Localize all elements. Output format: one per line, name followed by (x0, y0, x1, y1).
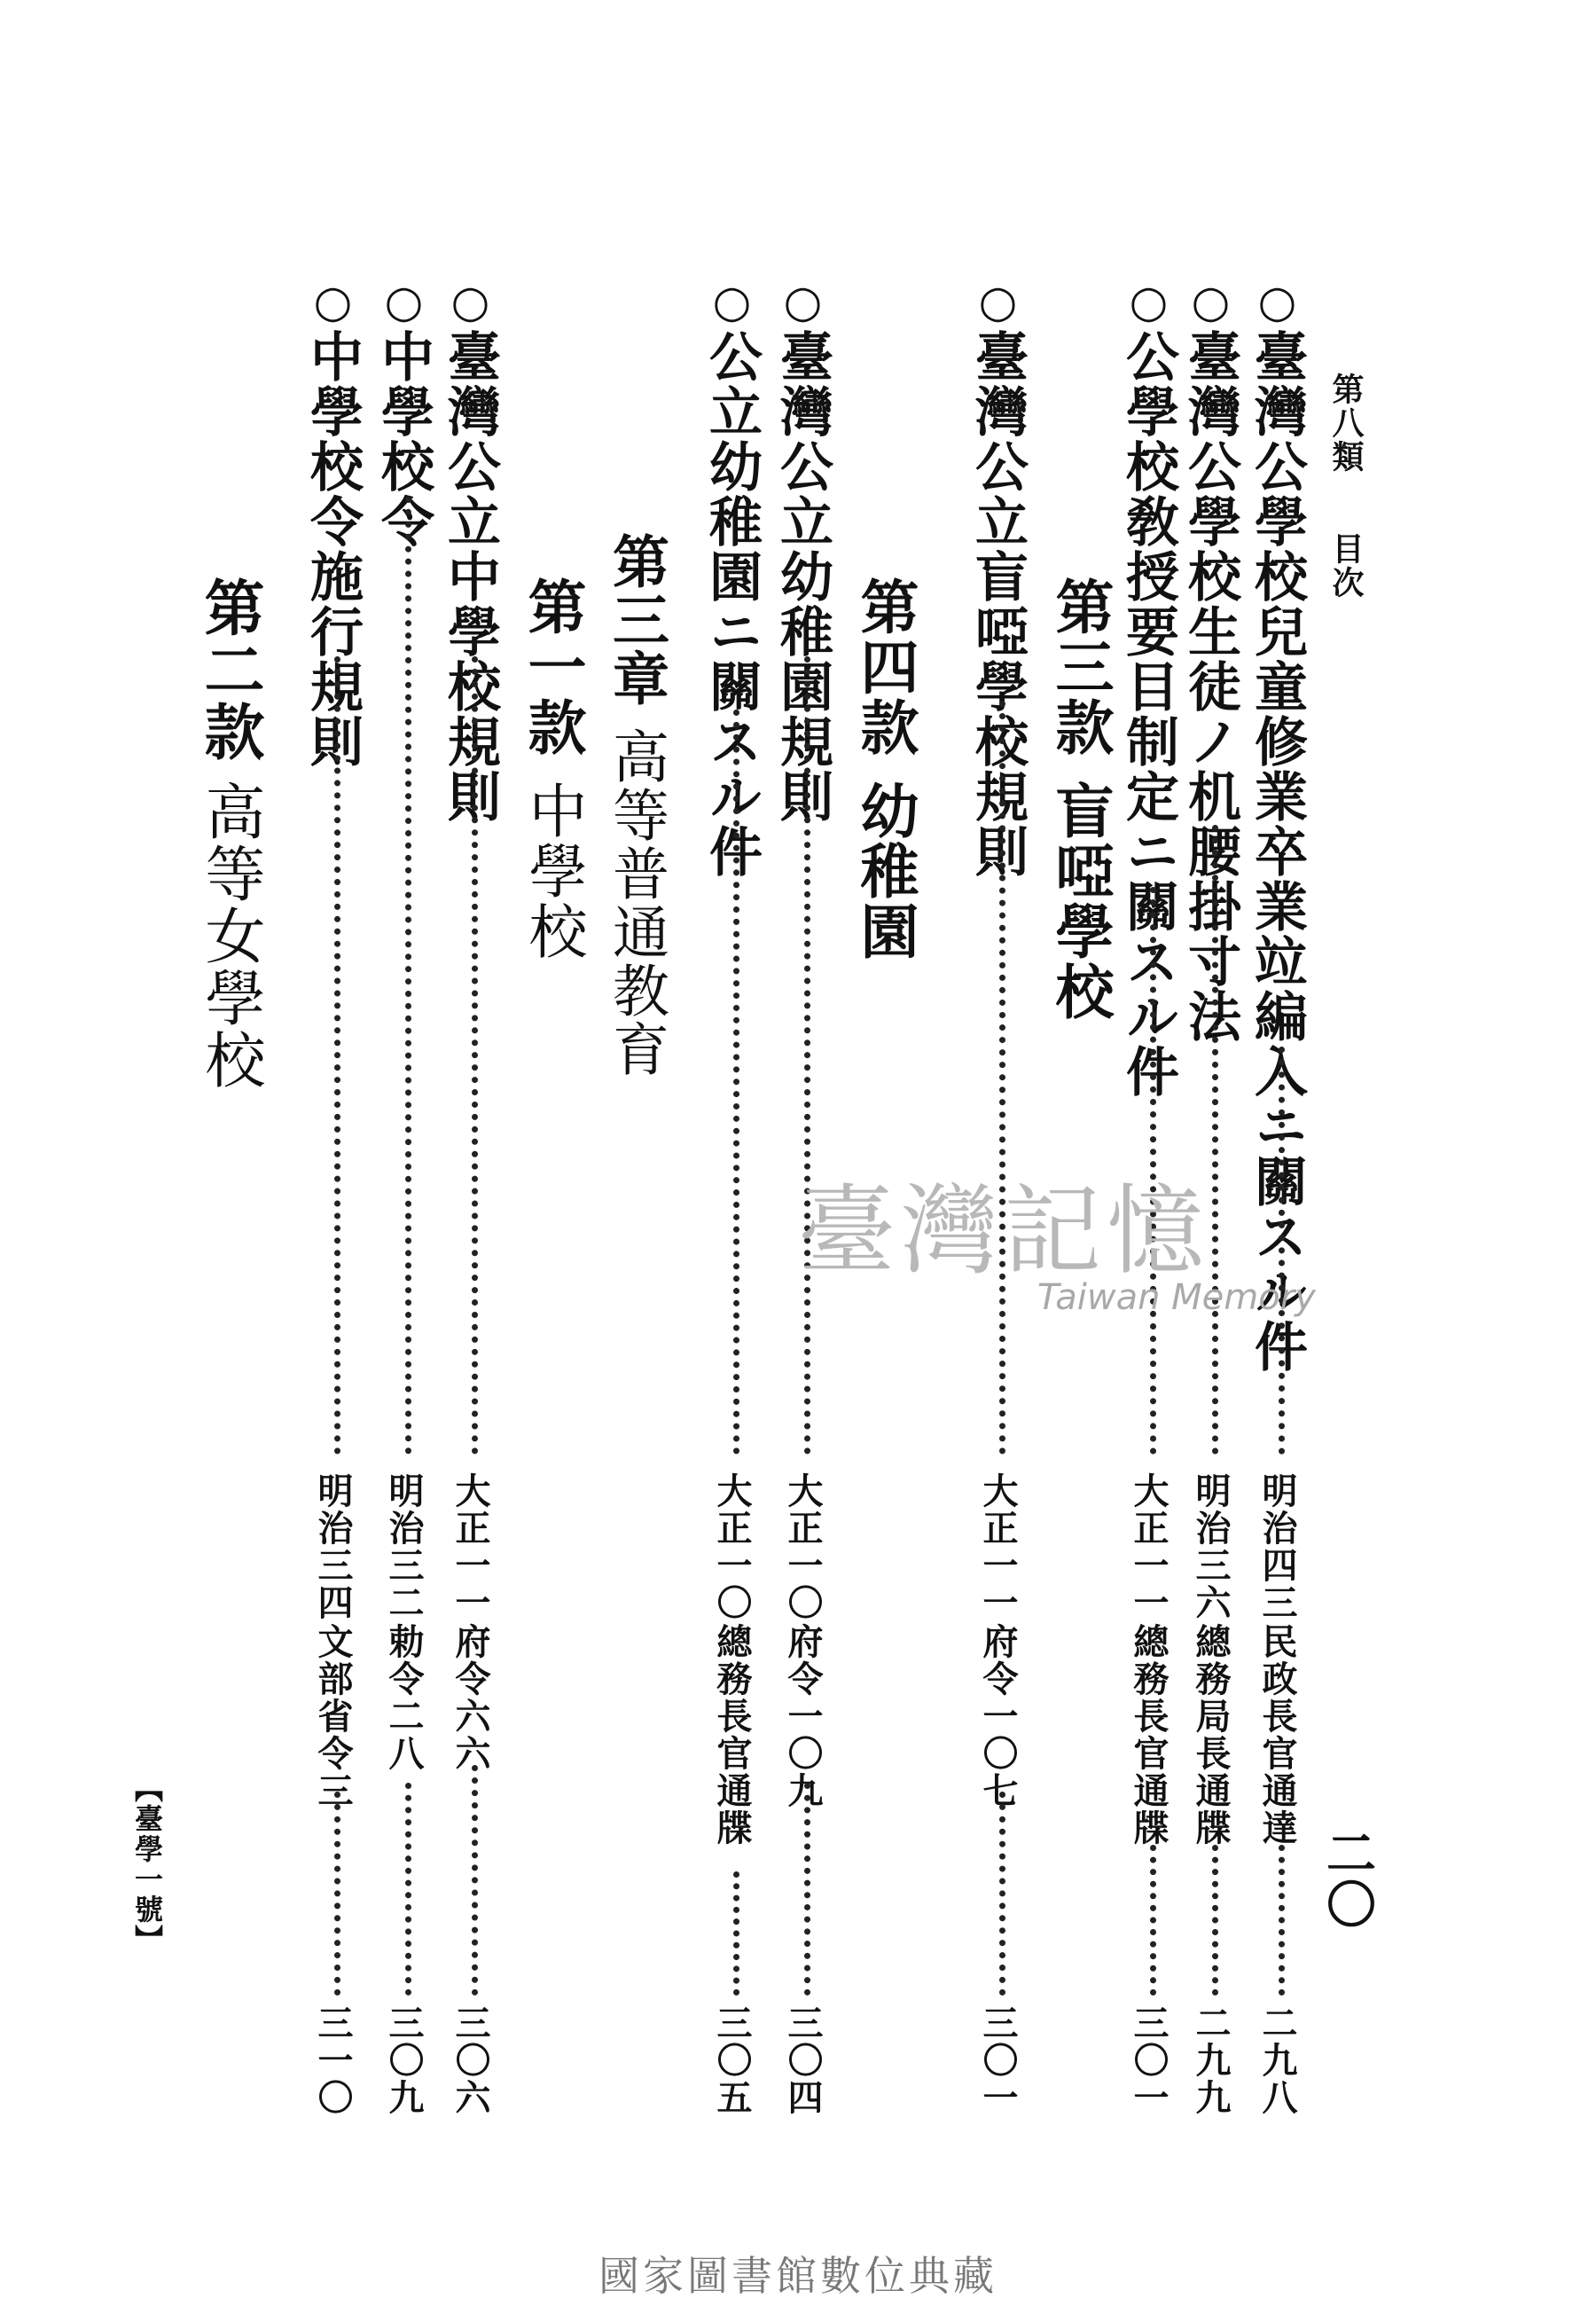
leader-dots (405, 497, 411, 1455)
entry-page: 三〇四 (782, 2004, 824, 2116)
section-label: 第八類 (1327, 373, 1365, 474)
leader-dots (733, 1871, 739, 1996)
leader-dots (334, 656, 340, 1455)
entry-era: 大正一一 (1128, 1472, 1170, 1621)
heading-name: 高等普通教育 (603, 727, 669, 1078)
entry-law: 總務長官通牒 (1128, 1623, 1170, 1847)
heading-number: 第四款 (850, 576, 919, 757)
bullet-icon: ○ (444, 275, 497, 329)
entry-title: ○臺灣公立中學校規則 (439, 275, 501, 824)
bullet-icon: ○ (777, 275, 829, 329)
entry-law: 總務局長通牒 (1190, 1623, 1232, 1847)
leader-dots (804, 1783, 810, 1996)
heading-number: 第三款 (1045, 576, 1115, 757)
leader-dots (1150, 1845, 1156, 1996)
entry-page: 三〇六 (450, 2004, 491, 2116)
entry-title: ○臺灣公學校生徒ノ机腰掛寸法 (1179, 275, 1241, 1044)
entry-page: 三〇五 (711, 2004, 753, 2116)
entry-title: ○臺灣公學校兒童修業卒業竝編入ニ關スル件 (1246, 275, 1308, 1374)
page-number: 二〇 (1318, 1827, 1377, 1930)
toc-label: 目次 (1327, 532, 1365, 600)
entry-law: 府令一〇七 (977, 1623, 1019, 1809)
bullet-icon: ○ (1123, 275, 1175, 329)
leader-dots (1279, 1845, 1285, 1996)
entry-era: 大正一〇 (782, 1472, 824, 1621)
entry-title: ○臺灣公立幼稚園規則 (771, 275, 833, 824)
watermark-logo: 臺灣記憶 (798, 1174, 1209, 1288)
bullet-icon: ○ (1185, 275, 1237, 329)
bullet-icon: ○ (972, 275, 1024, 329)
entry-law: 民政長官通達 (1256, 1623, 1298, 1847)
entry-title: ○中學校令施行規則 (301, 275, 364, 769)
entry-law: 勅令二八 (383, 1623, 425, 1772)
entry-page: 三一〇 (312, 2004, 354, 2116)
leader-dots (733, 710, 739, 1455)
leader-dots (472, 656, 478, 1455)
heading-name: 盲啞學校 (1045, 780, 1115, 1022)
entry-law: 府令一〇九 (782, 1623, 824, 1809)
entry-era: 大正一一 (450, 1472, 491, 1621)
entry-title: ○臺灣公立盲啞學校規則 (966, 275, 1029, 879)
bullet-icon: ○ (307, 275, 359, 329)
bullet-icon: ○ (706, 275, 758, 329)
entry-law: 總務長官通牒 (711, 1623, 753, 1847)
heading-name: 高等女學校 (195, 780, 265, 1091)
leader-dots (405, 1783, 411, 1996)
entry-page: 三〇一 (977, 2004, 1019, 2116)
heading-name: 幼稚園 (850, 780, 919, 961)
leader-dots (1212, 1845, 1218, 1996)
leader-dots (999, 1792, 1005, 1996)
entry-era: 大正一一 (977, 1472, 1019, 1621)
leader-dots (334, 1792, 340, 1996)
heading-number: 第二款 (194, 576, 265, 763)
entry-page: 二九九 (1190, 2004, 1232, 2116)
entry-law: 府令六六 (450, 1623, 491, 1772)
entry-era: 明治三四 (312, 1472, 354, 1621)
entry-era: 明治三二 (383, 1472, 425, 1621)
entry-page: 三〇九 (383, 2004, 425, 2116)
watermark-logo-en: Taiwan Memory (1037, 1277, 1316, 1318)
library-credit: 國家圖書館數位典藏 (598, 2252, 998, 2300)
leader-dots (472, 1765, 478, 1996)
footer-badge: 【臺學一號】 (130, 1774, 164, 1955)
entry-title: ○公立幼稚園ニ關スル件 (700, 275, 763, 879)
entry-law: 文部省令三 (312, 1623, 354, 1809)
entry-era: 大正一〇 (711, 1472, 753, 1621)
heading-name: 中學校 (519, 780, 587, 961)
entry-title: ○中學校令 (372, 275, 434, 549)
leader-dots (999, 701, 1005, 1455)
entry-era: 明治四三 (1256, 1472, 1298, 1621)
bullet-icon: ○ (1251, 275, 1303, 329)
heading-number: 第三章 (603, 532, 669, 708)
entry-page: 二九八 (1256, 2004, 1298, 2116)
bullet-icon: ○ (378, 275, 430, 329)
entry-title: ○公學校敎授要目制定ニ關スル件 (1117, 275, 1179, 1099)
heading-number: 第一款 (518, 576, 587, 757)
leader-dots (804, 656, 810, 1455)
entry-era: 明治三六 (1190, 1472, 1232, 1621)
leader-dots (1279, 1047, 1285, 1455)
entry-page: 三〇一 (1128, 2004, 1170, 2116)
leader-dots (1212, 825, 1218, 1455)
